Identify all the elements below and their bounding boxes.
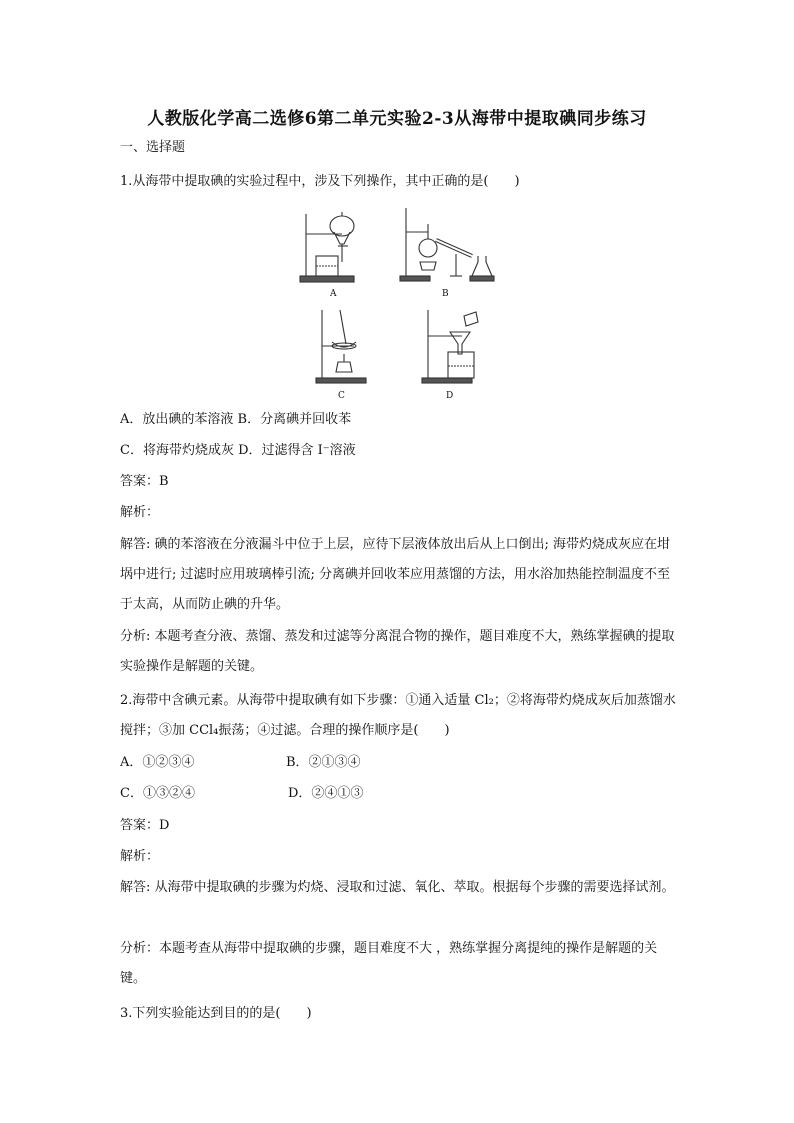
question-1-analysis-label: 解析：	[120, 505, 160, 520]
funnel-bulb	[330, 216, 354, 236]
question-3-stem: 3.下列实验能达到目的的是( )	[120, 1006, 312, 1021]
glass-rod	[340, 310, 346, 344]
filter-funnel	[450, 332, 470, 354]
apparatus-figure-d	[418, 306, 484, 402]
question-2-stem: 2.海带中含碘元素。从海带中提取碘有如下步骤：①通入适量 Cl₂；②将海带灼烧成灰后加蒸馏水搅拌；③加 CCl₄振荡；④过滤。合理的操作顺序是( )	[120, 693, 676, 738]
receiving-flask	[472, 256, 492, 276]
question-2-option-c: C．①③②④	[120, 786, 195, 801]
section-heading: 一、选择题	[120, 140, 186, 155]
question-1-options-row-1: A．放出碘的苯溶液 B．分离碘并回收苯	[120, 412, 352, 427]
question-1-options-row-2: C．将海带灼烧成灰 D．过滤得含 I⁻溶液	[120, 443, 356, 458]
stand-base	[300, 276, 354, 282]
figure-label-c: C	[338, 391, 345, 401]
apparatus-figure-b	[398, 204, 498, 300]
question-2-answer: 答案：D	[120, 818, 170, 833]
question-1-stem: 1.从海带中提取碘的实验过程中，涉及下列操作，其中正确的是( )	[120, 174, 520, 189]
apparatus-figure-c	[312, 306, 376, 402]
beaker	[448, 352, 474, 378]
question-2-option-d: D．②④①③	[288, 786, 364, 801]
question-1-comment: 分析: 本题考查分液、蒸馏、蒸发和过滤等分离混合物的操作，题目难度不大，熟练掌握碘的提取实验操作是解题的关键。	[120, 629, 675, 674]
distilling-flask	[419, 239, 437, 257]
figure-label-a: A	[330, 289, 337, 299]
apparatus-figure-a	[296, 204, 370, 300]
page-title: 人教版化学高二选修6第二单元实验2-3从海带中提取碘同步练习	[147, 109, 647, 129]
question-1-answer: 答案：B	[120, 474, 169, 489]
question-2-explanation: 解答: 从海带中提取碘的步骤为灼烧、浸取和过滤、氧化、萃取。根据每个步骤的需要选择试剂。	[120, 880, 675, 895]
question-1-explanation: 解答: 碘的苯溶液在分液漏斗中位于上层，应待下层液体放出后从上口倒出; 海带灼烧成灰应在坩埚中进行; 过滤时应用玻璃棒引流; 分离碘并回收苯应用蒸馏的方法，用水浴加热能控制温度不至于太高，从而防止碘的升华。	[120, 537, 671, 612]
question-2-option-a: A．①②③④	[120, 755, 195, 770]
question-2-comment: 分析：本题考查从海带中提取碘的步骤，题目难度不大 ，熟练掌握分离提纯的操作是解题的关键。	[120, 941, 658, 986]
question-2-analysis-label: 解析：	[120, 849, 160, 864]
question-2-option-b: B．②①③④	[286, 755, 361, 770]
figure-label-d: D	[446, 391, 454, 401]
figure-label-b: B	[442, 289, 449, 299]
